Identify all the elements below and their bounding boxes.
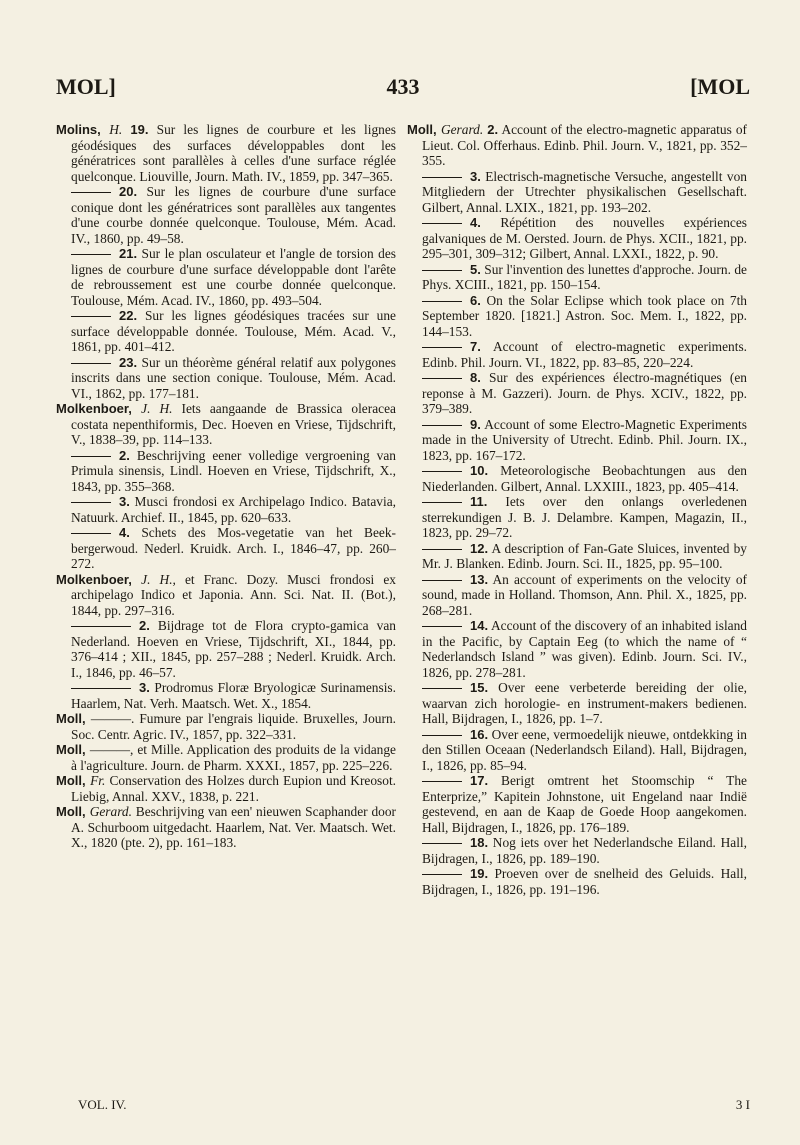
- bibliography-entry: [56, 742, 396, 773]
- bibliography-entry: [56, 448, 396, 495]
- left-column: [56, 122, 396, 851]
- ditto-dash: [422, 626, 462, 627]
- entry-number: 8.: [470, 370, 481, 385]
- ditto-dash: [422, 502, 462, 503]
- bibliography-entry: [56, 494, 396, 525]
- entry-number: 5.: [470, 261, 481, 277]
- entry-text: Beschrijving van een' nieuwen Scaphander door A. Schurboom uitgedacht. Haarlem, Nat. Ver. Maatsch. Wet. X., 1820 (pte. 2), pp. 161–183.: [71, 804, 396, 850]
- ditto-dash: [71, 502, 111, 503]
- ditto-dash: [422, 580, 462, 581]
- ditto-dash: [71, 316, 111, 317]
- entry-author-initials: J. H.,: [141, 571, 176, 587]
- bibliography-entry: [56, 680, 396, 711]
- bibliography-entry: [56, 618, 396, 680]
- entry-author-initials: H.: [109, 122, 123, 137]
- bibliography-entry: [407, 618, 747, 680]
- entry-text: Iets over den onlangs overledenen sterrekundigen J. B. J. Delambre. Kampen, Magazin, II., 1823, pp. 29–72.: [422, 494, 747, 540]
- entry-author-initials: Gerard.: [89, 804, 132, 819]
- ditto-dash: [422, 781, 462, 782]
- entry-text: Sur un théorème général relatif aux polygones inscrits dans une section conique. Toulouse, Mém. Acad. VI., 1862, pp. 177–181.: [71, 354, 396, 401]
- ditto-dash: [422, 688, 462, 689]
- entry-text: et Franc. Dozy. Musci frondosi ex archipelago Indico et Japonia. Ann. Sci. Nat. II. (Bot.), 1844, pp. 297–316.: [71, 571, 396, 618]
- entry-author: Moll,: [407, 122, 441, 137]
- entry-text: Bijdrage tot de Flora crypto-gamica van Nederland. Hoeven en Vriese, Tijdschrift, XI., 1844, pp. 376–414 ; XII., 1845, pp. 257–288 ; Nederl. Kruidk. Arch. I., 1846, pp. 46–57.: [71, 618, 396, 680]
- bibliography-entry: [56, 711, 396, 742]
- page-footer: [56, 1097, 750, 1117]
- entry-text: Répétition des nouvelles expériences galvaniques de M. Oersted. Journ. de Phys. XCII., 1821, pp. 295–301, 309–312; Gilbert, Annal. LXXI., 1822, p. 90.: [422, 215, 747, 261]
- bibliography-entry: [56, 355, 396, 402]
- bibliography-entry: [56, 122, 396, 184]
- entry-text: ———. Fumure par l'engrais liquide. Bruxelles, Journ. Soc. Centr. Agric. IV., 1857, pp. 322–331.: [71, 711, 396, 742]
- ditto-dash: [422, 425, 462, 426]
- entry-author-initials: J. H.: [141, 401, 173, 416]
- entry-text: ———, et Mille. Application des produits de la vidange à l'agriculture. Journ. de Pharm. XXXI., 1857, pp. 225–226.: [71, 742, 396, 773]
- bibliography-entry: [407, 835, 747, 866]
- entry-text: Electrisch-magnetische Versuche, angestellt von Mitgliedern der Utrechter physikalischen Gesellschaft. Gilbert, Annal. LXIX., 1821, pp. 193–202.: [422, 168, 747, 215]
- bibliography-entry: [56, 804, 396, 851]
- entry-author-initials: Fr.: [90, 773, 106, 788]
- ditto-dash: [71, 363, 111, 364]
- entry-text: Iets aangaande de Brassica oleracea costata nepenthiformis, Dec. Hoeven en Vriese, Tijdschrift, V., 1838–39, pp. 114–133.: [71, 401, 396, 447]
- entry-number: 3.: [139, 680, 150, 695]
- entry-number: 19.: [470, 866, 489, 881]
- entry-author: Moll,: [56, 773, 91, 788]
- entry-author: Molkenboer,: [56, 401, 142, 416]
- entry-text: Prodromus Floræ Bryologicæ Surinamensis. Haarlem, Nat. Verh. Maatsch. Wet. X., 1854.: [71, 680, 396, 711]
- bibliography-entry: [407, 463, 747, 494]
- header-right: [MOL: [690, 74, 750, 99]
- entry-text: Berigt omtrent het Stoomschip “ The Enterprize,” Kapitein Johnstone, uit Engeland naar Indië gestevend, en aan de Kaap de Goede Hoop aangekomen. Hall, Bijdragen, I., 1826, pp. 176–189.: [422, 773, 747, 835]
- entry-number: 3.: [119, 494, 130, 509]
- header-left: MOL]: [56, 74, 116, 99]
- ditto-dash: [422, 223, 462, 224]
- bibliography-entry: [56, 773, 396, 804]
- bibliography-entry: [407, 293, 747, 340]
- entry-number: 20.: [119, 184, 138, 199]
- entry-author: Molkenboer,: [56, 571, 142, 587]
- entry-text: On the Solar Eclipse which took place on 7th September 1820. [1821.] Astron. Soc. Mem. I., 1822, pp. 144–153.: [422, 292, 747, 339]
- entry-author: Molins,: [56, 122, 110, 137]
- running-header: [56, 74, 750, 104]
- entry-number: 6.: [470, 292, 481, 308]
- entry-number: 10.: [470, 463, 489, 478]
- bibliography-entry: [56, 401, 396, 448]
- entry-text: Over eene, vermoedelijk nieuwe, ontdekking in den Stillen Oceaan (Nederlandsch Eiland). Hall, Bijdragen, I., 1826, pp. 85–94.: [422, 726, 747, 773]
- entry-number: 12.: [470, 540, 489, 556]
- entry-number: 17.: [470, 773, 489, 788]
- right-column: [407, 122, 747, 897]
- ditto-dash: [71, 688, 131, 689]
- entry-author: Moll,: [56, 711, 91, 726]
- ditto-dash: [71, 192, 111, 193]
- bibliography-entry: [407, 215, 747, 262]
- ditto-dash: [422, 301, 462, 302]
- entry-text: Beschrijving eener volledige vergroening van Primula sinensis, Lindl. Hoeven en Vriese, Tijdschrift, X., 1843, pp. 355–368.: [71, 447, 396, 494]
- page-number: 433: [386, 74, 420, 99]
- entry-author: Moll,: [56, 742, 90, 757]
- entry-text: Account of the electro-magnetic apparatus of Lieut. Col. Offerhaus. Edinb. Phil. Journ. V., 1821, pp. 352–355.: [422, 122, 748, 168]
- entry-text: An account of experiments on the velocity of sound, made in Holland. Thomson, Ann. Phil. X., 1825, pp. 268–281.: [422, 571, 747, 618]
- bibliography-entry: [407, 572, 747, 619]
- entry-text: Meteorologische Beobachtungen aus den Niederlanden. Gilbert, Annal. LXXIII., 1823, pp. 405–414.: [422, 463, 747, 494]
- bibliography-entry: [407, 494, 747, 541]
- entry-text: Sur les lignes de courbure d'une surface conique dont les génératrices sont parallèles aux tangentes d'une courbe donnée quelconque. Toulouse, Mém. Acad. IV., 1860, pp. 49–58.: [71, 184, 396, 246]
- entry-text: Account of some Electro-Magnetic Experiments made in the University of Utrecht. Edinb. Phil. Journ. IX., 1823, pp. 167–172.: [422, 416, 747, 463]
- ditto-dash: [422, 347, 462, 348]
- bibliography-entry: [407, 680, 747, 727]
- bibliography-entry: [407, 773, 747, 835]
- bibliography-entry: [407, 122, 747, 169]
- bibliography-entry: [407, 541, 747, 572]
- ditto-dash: [71, 626, 131, 627]
- bibliography-entry: [56, 308, 396, 355]
- bibliography-entry: [407, 417, 747, 464]
- entry-number: 13.: [470, 571, 489, 587]
- entry-text: Musci frondosi ex Archipelago Indico. Batavia, Natuurk. Archief. II., 1845, pp. 620–633.: [71, 494, 396, 525]
- entry-text: Sur des expériences électro-magnétiques (en reponse à M. Gazzeri). Journ. de Phys. XCIV., 1822, pp. 379–389.: [422, 370, 747, 416]
- bibliography-entry: [407, 169, 747, 216]
- bibliography-entry: [56, 246, 396, 308]
- entry-author-initials: Gerard.: [440, 122, 484, 137]
- entry-text: Over eene verbeterde bereiding der olie, waarvan zich horologie- en instrument-makers bedienen. Hall, Bijdragen, I., 1826, pp. 1–7.: [422, 680, 747, 726]
- entry-number: 22.: [119, 308, 138, 323]
- entry-number: 11.: [470, 494, 488, 509]
- bibliography-entry: [56, 572, 396, 619]
- entry-number: 4.: [470, 215, 481, 230]
- entry-text: Sur l'invention des lunettes d'approche. Journ. de Phys. XCIII., 1821, pp. 150–154.: [422, 261, 747, 292]
- bibliography-entry: [407, 866, 747, 897]
- signature-mark: 3 I: [735, 1097, 750, 1112]
- entry-number: 19.: [130, 122, 149, 137]
- entry-number: 18.: [470, 835, 489, 850]
- bibliography-entry: [407, 370, 747, 417]
- entry-text: Nog iets over het Nederlandsche Eiland. Hall, Bijdragen, I., 1826, pp. 189–190.: [422, 835, 747, 866]
- entry-text: Sur les lignes géodésiques tracées sur une surface développable donnée. Toulouse, Mém. Acad. V., 1861, pp. 401–412.: [71, 308, 396, 354]
- ditto-dash: [422, 177, 462, 178]
- entry-author: Moll,: [56, 804, 90, 819]
- ditto-dash: [422, 843, 462, 844]
- entry-number: 9.: [470, 416, 481, 432]
- entry-text: Sur les lignes de courbure et les lignes géodésiques des surfaces développables dont les génératrices sont parallèles à celles d'une surface réglée quelconque. Liouville, Journ. Math. IV., 1859, pp. 347–365.: [71, 122, 396, 184]
- entry-text: A description of Fan-Gate Sluices, invented by Mr. J. Blanken. Edinb. Journ. Sci. II., 1825, pp. 95–100.: [422, 540, 747, 571]
- ditto-dash: [71, 456, 111, 457]
- entry-number: 2.: [487, 122, 499, 137]
- bibliography-entry: [56, 184, 396, 246]
- entry-number: 14.: [470, 618, 489, 633]
- ditto-dash: [422, 549, 462, 550]
- entry-text: Schets des Mos-vegetatie van het Beek-bergerwoud. Nederl. Kruidk. Arch. I., 1846–47, pp. 260–272.: [71, 525, 396, 571]
- ditto-dash: [422, 270, 462, 271]
- entry-number: 16.: [470, 726, 489, 742]
- entry-number: 4.: [119, 525, 130, 540]
- bibliography-entry: [407, 727, 747, 774]
- entry-text: Sur le plan osculateur et l'angle de torsion des lignes de courbure d'une surface développable dont l'arête de rebroussement est une courbe donnée quelconque. Toulouse, Mém. Acad. IV., 1860, pp. 493–504.: [71, 246, 396, 308]
- entry-text: Account of the discovery of an inhabited island in the Pacific, by Captain Eeg (to which the name of “ Nederlandsch Island ” was given). Edinb. Journ. Sci. IV., 1826, pp. 278–281.: [422, 618, 747, 680]
- entry-number: 23.: [119, 354, 138, 370]
- volume-label: VOL. IV.: [78, 1097, 127, 1112]
- bibliography-entry: [407, 339, 747, 370]
- ditto-dash: [422, 378, 462, 379]
- entry-number: 3.: [470, 168, 481, 184]
- ditto-dash: [422, 874, 462, 875]
- entry-number: 2.: [139, 618, 150, 633]
- entry-number: 7.: [470, 339, 481, 354]
- entry-number: 21.: [119, 246, 138, 261]
- bibliography-entry: [56, 525, 396, 572]
- bibliography-entry: [407, 262, 747, 293]
- ditto-dash: [422, 735, 462, 736]
- entry-text: Account of electro-magnetic experiments. Edinb. Phil. Journ. VI., 1822, pp. 83–85, 220–224.: [422, 339, 747, 370]
- entry-text: Conservation des Holzes durch Eupion und Kreosot. Liebig, Annal. XXV., 1838, p. 221.: [71, 773, 397, 804]
- ditto-dash: [71, 533, 111, 534]
- entry-text: Proeven over de snelheid des Geluids. Hall, Bijdragen, I., 1826, pp. 191–196.: [422, 866, 747, 897]
- ditto-dash: [422, 471, 462, 472]
- ditto-dash: [71, 254, 111, 255]
- entry-number: 2.: [119, 447, 130, 463]
- entry-number: 15.: [470, 680, 489, 695]
